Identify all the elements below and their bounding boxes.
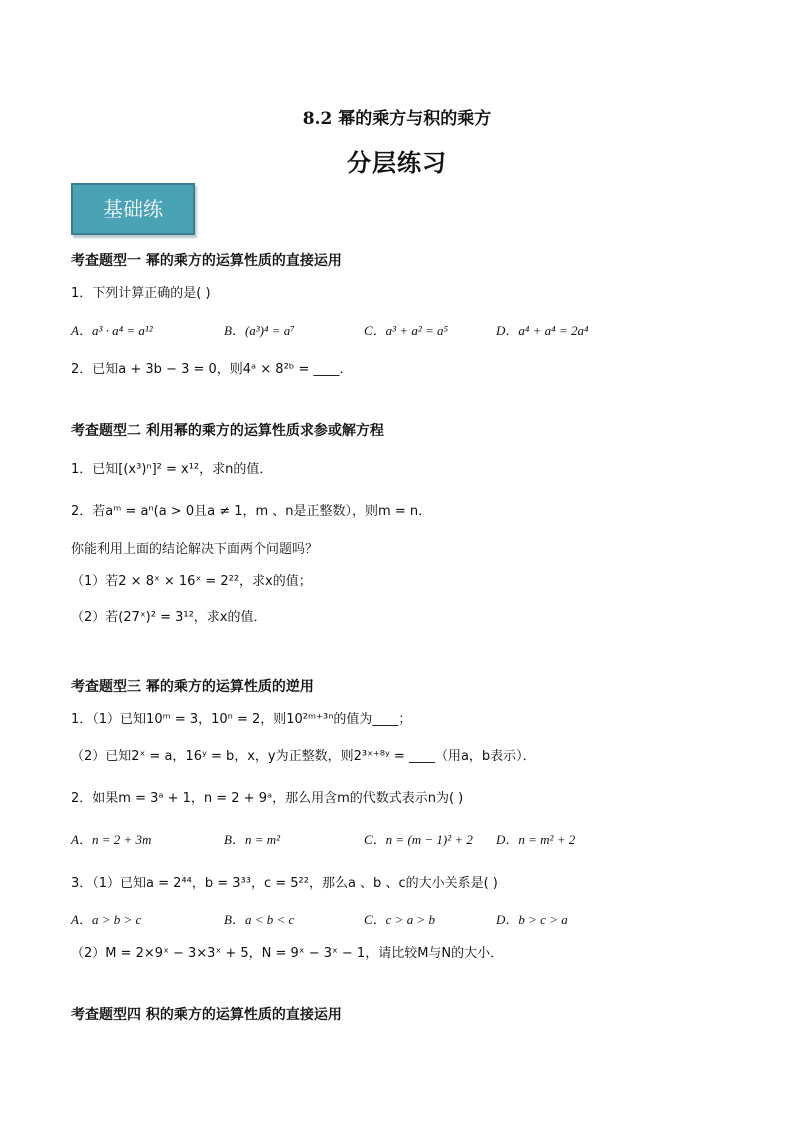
option-d: D．n = m² + 2: [496, 832, 576, 847]
option-d: D．b > c > a: [496, 912, 568, 927]
question-line: 2．如果m = 3ᵃ + 1，n = 2 + 9ᵃ，那么用含m的代数式表示n为( ): [71, 791, 464, 806]
section-heading-1: 考查题型一 幂的乘方的运算性质的直接运用: [71, 253, 342, 269]
document-title: 8.2 幂的乘方与积的乘方: [302, 109, 492, 129]
question-line: 1．（1）已知10ᵐ = 3，10ⁿ = 2，则10²ᵐ⁺³ⁿ的值为____；: [71, 712, 412, 727]
question-line: （2）若(27ˣ)² = 3¹²，求x的值．: [71, 610, 267, 625]
option-a: A．n = 2 + 3m: [71, 832, 152, 847]
question-line: 2．已知a + 3b − 3 = 0，则4ᵃ × 8²ᵇ = ____．: [71, 362, 353, 377]
section-heading-3: 考查题型三 幂的乘方的运算性质的逆用: [71, 679, 314, 695]
option-c: C．n = (m − 1)² + 2: [364, 832, 473, 847]
document-subtitle: 分层练习: [347, 148, 447, 177]
option-b: B．(a³)⁴ = a⁷: [224, 323, 295, 338]
question-line: 你能利用上面的结论解决下面两个问题吗？: [71, 542, 319, 557]
question-line: （1）若2 × 8ˣ × 16ˣ = 2²²，求x的值；: [71, 574, 312, 589]
section-heading-2: 考查题型二 利用幂的乘方的运算性质求参或解方程: [71, 423, 384, 439]
question-line: 3．（1）已知a = 2⁴⁴，b = 3³³，c = 5²²，那么a 、b 、c的大小关系是( ): [71, 876, 498, 891]
option-a: A．a > b > c: [71, 912, 142, 927]
section-heading-4: 考查题型四 积的乘方的运算性质的直接运用: [71, 1007, 342, 1023]
option-c: C．c > a > b: [364, 912, 435, 927]
option-d: D．a⁴ + a⁴ = 2a⁴: [496, 323, 589, 338]
question-line: （2）已知2ˣ = a，16ʸ = b，x，y为正整数，则2³ˣ⁺⁸ʸ = ____（用a，b表示）．: [71, 749, 536, 764]
option-a: A．a³ · a⁴ = a¹²: [71, 323, 153, 338]
option-c: C．a³ + a² = a⁵: [364, 323, 449, 338]
question-line: 1．已知[(x³)ⁿ]² = x¹²，求n的值．: [71, 462, 273, 477]
question-line: 2．若aᵐ = aⁿ(a > 0且a ≠ 1，m 、n是正整数），则m = n．: [71, 504, 432, 519]
question-line: （2）M = 2×9ˣ − 3×3ˣ + 5，N = 9ˣ − 3ˣ − 1，请比较M与N的大小．: [71, 946, 504, 961]
level-badge: 基础练: [71, 183, 195, 235]
option-b: B．n = m²: [224, 832, 280, 847]
question-line: 1．下列计算正确的是( ): [71, 286, 211, 301]
option-b: B．a < b < c: [224, 912, 295, 927]
